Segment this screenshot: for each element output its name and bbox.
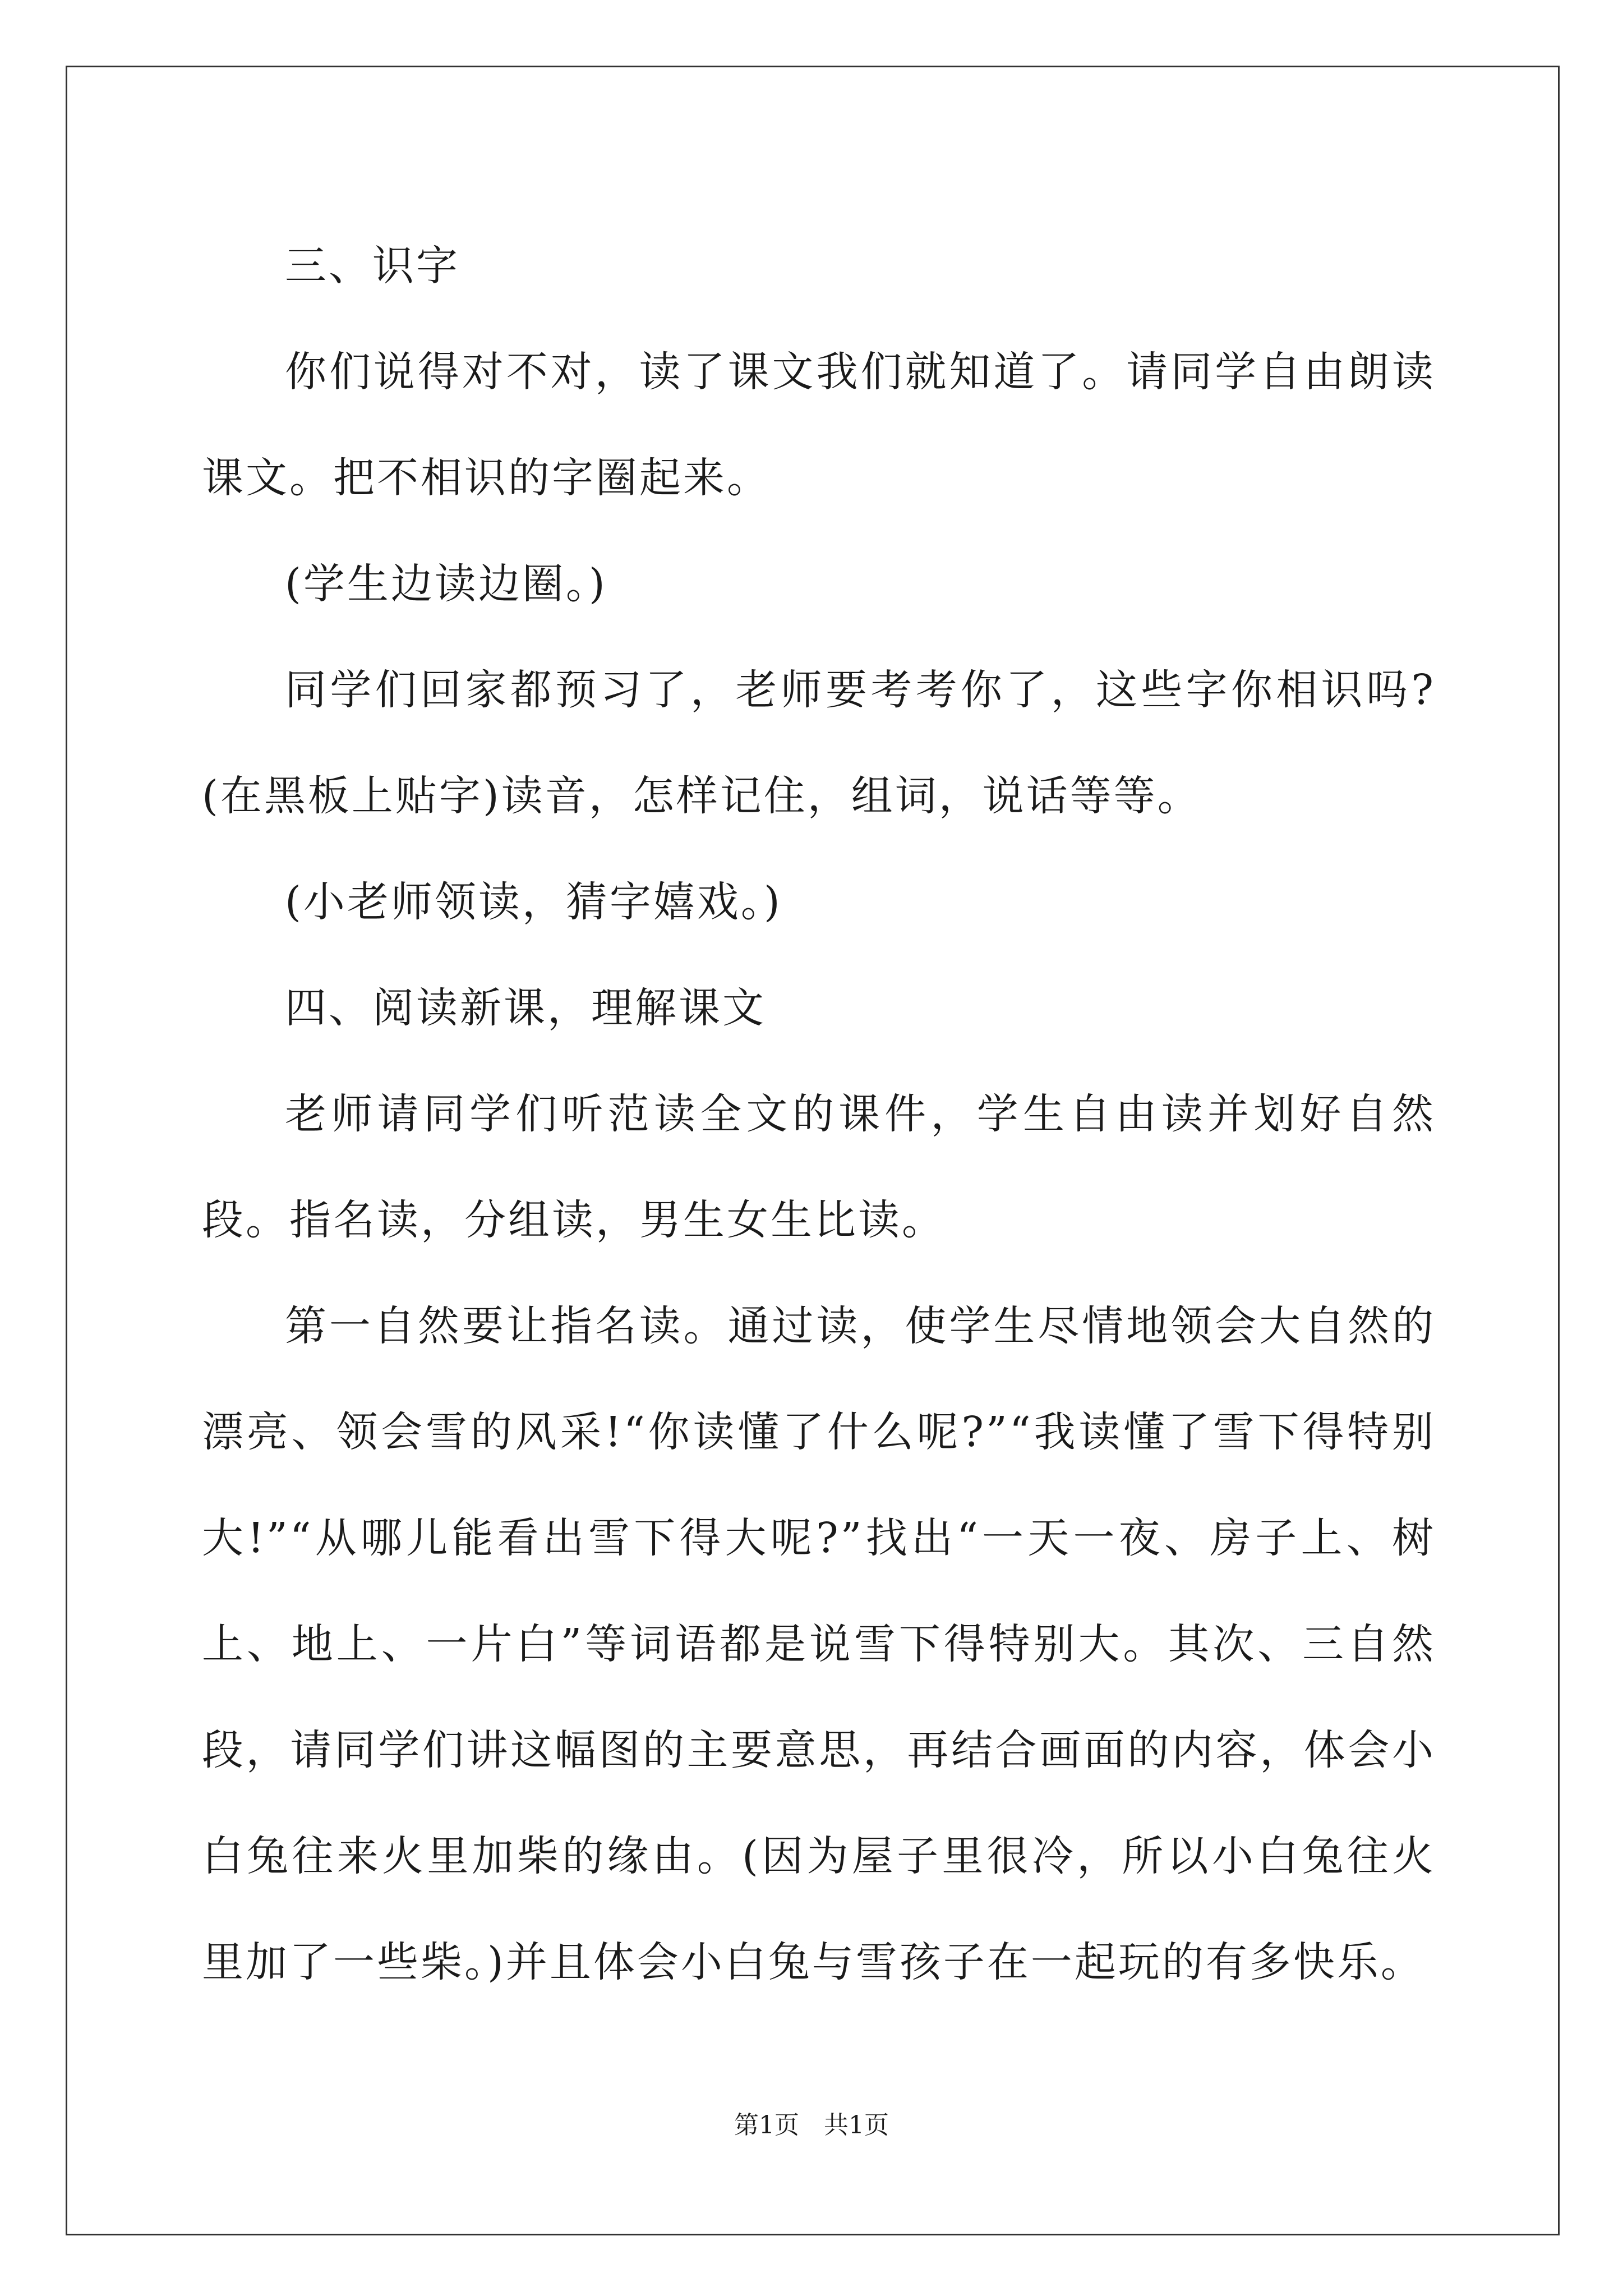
- paragraph-listen-read: 老师请同学们听范读全文的课件，学生自由读并划好自然段。指名读，分组读，男生女生比读。: [202, 1090, 1436, 1244]
- paragraph-preview-quiz: 同学们回家都预习了，老师要考考你了，这些字你相识吗?(在黑板上贴字)读音，怎样记住，组词，说话等等。: [202, 666, 1436, 820]
- paragraph-guess-game: (小老师领读，猜字嬉戏。): [285, 878, 782, 926]
- page-footer: 第1页 共1页: [734, 2111, 889, 2139]
- paragraph-read-text: 你们说得对不对，读了课文我们就知道了。请同学自由朗读课文。把不相识的字圈起来。: [202, 348, 1436, 502]
- heading-shizi: 三、识字: [285, 242, 460, 290]
- document-body: [202, 213, 1436, 2016]
- paragraph-first-section: 第一自然要让指名读。通过读，使学生尽情地领会大自然的漂亮、领会雪的风采!“你读懂了什么呢?”“我读懂了雪下得特别大!”“从哪儿能看出雪下得大呢?”找出“一天一夜、房子上、树上、地上、一片白”等词语都是说雪下得特别大。其次、三自然段，请同学们讲这幅图的主要意思，再结合画面的内容，体会小白兔往来火里加柴的缘由。(因为屋子里很冷，所以小白兔往火里加了一些柴。)并且体会小白兔与雪孩子在一起玩的有多快乐。: [202, 1302, 1436, 1986]
- paragraph-student-circle: (学生边读边圈。): [285, 560, 607, 608]
- heading-new-lesson: 四、阅读新课，理解课文: [285, 984, 766, 1032]
